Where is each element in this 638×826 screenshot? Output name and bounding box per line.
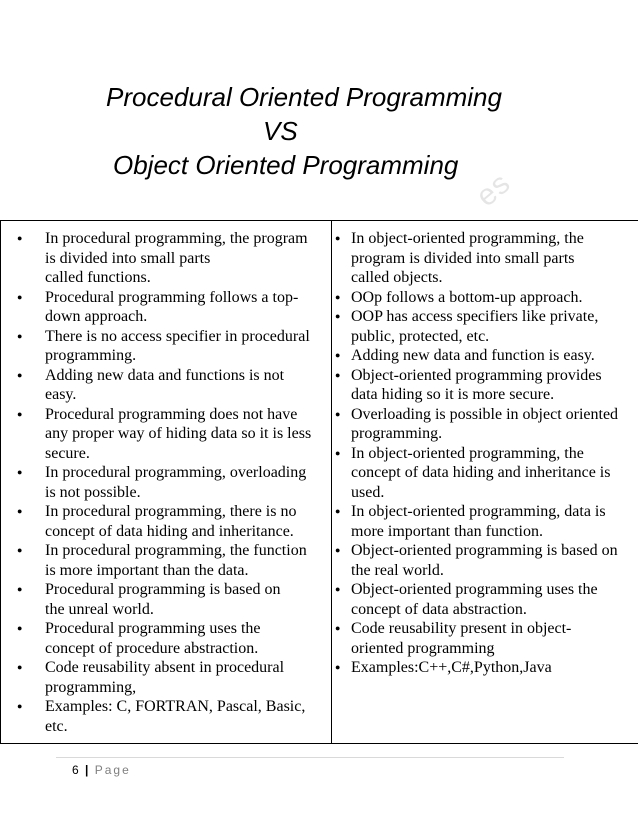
procedural-item-line: programming, xyxy=(45,678,137,696)
procedural-item-line: concept of data hiding and inheritance. xyxy=(45,522,294,540)
bullet-icon: ● xyxy=(17,623,23,633)
oop-item-line: Overloading is possible in object oriented xyxy=(351,405,619,423)
procedural-item-line: is not possible. xyxy=(45,483,141,501)
oop-item xyxy=(332,307,634,346)
oop-item-line: programming. xyxy=(351,425,443,442)
oop-item xyxy=(332,366,634,405)
oop-item-line: In object-oriented programming, the xyxy=(351,444,584,462)
bullet-icon: ● xyxy=(17,584,23,594)
procedural-item-line: In procedural programming, the function xyxy=(45,542,307,559)
oop-item xyxy=(332,658,634,678)
procedural-item-line: In procedural programming, there is no xyxy=(45,503,297,520)
procedural-item xyxy=(17,463,325,502)
procedural-item xyxy=(17,229,325,288)
bullet-icon: ● xyxy=(335,311,341,321)
bullet-icon: ● xyxy=(17,662,23,672)
procedural-item xyxy=(17,405,325,464)
bullet-icon: ● xyxy=(17,545,23,555)
procedural-item-line: etc. xyxy=(45,717,68,735)
oop-item xyxy=(332,288,634,308)
procedural-item-line: Procedural programming follows a top- xyxy=(45,288,299,306)
title-line-object: Object Oriented Programming xyxy=(113,150,459,180)
bullet-icon: ● xyxy=(335,545,341,555)
page-footer xyxy=(72,763,131,777)
page-label: Page xyxy=(94,763,131,777)
footer-divider xyxy=(56,757,564,758)
procedural-item xyxy=(17,697,325,736)
oop-item xyxy=(332,502,634,541)
bullet-icon: ● xyxy=(17,291,23,302)
procedural-item xyxy=(17,502,325,541)
oop-item-line: concept of data abstraction. xyxy=(351,600,527,618)
oop-item-line: OOp follows a bottom-up approach. xyxy=(351,288,583,306)
bullet-icon: ● xyxy=(335,506,341,516)
oop-item-line: data hiding so it is more secure. xyxy=(351,386,555,403)
oop-item xyxy=(332,580,634,619)
procedural-item xyxy=(17,658,325,697)
oop-list xyxy=(332,221,638,678)
oop-item-line: the real world. xyxy=(351,561,444,579)
comparison-table xyxy=(0,220,638,744)
bullet-icon: ● xyxy=(17,233,23,243)
procedural-item xyxy=(17,366,325,405)
oop-item-line: OOP has access specifiers like private, xyxy=(351,308,599,325)
bullet-icon: ● xyxy=(335,369,341,380)
title-line-vs: VS xyxy=(263,116,298,146)
procedural-item-line: any proper way of hiding data so it is less xyxy=(45,425,312,442)
oop-item xyxy=(332,346,634,366)
procedural-item-line: programming. xyxy=(45,347,137,364)
oop-item-line: oriented programming xyxy=(351,639,495,657)
oop-item-line: Code reusability present in object- xyxy=(351,620,572,637)
oop-item-line: Object-oriented programming provides xyxy=(351,366,602,384)
bullet-icon: ● xyxy=(17,408,23,419)
bullet-icon: ● xyxy=(17,506,23,516)
bullet-icon: ● xyxy=(335,584,341,594)
procedural-item xyxy=(17,288,325,327)
oop-item-line: Examples:C++,C#,Python,Java xyxy=(351,659,552,676)
footer-separator: | xyxy=(85,763,89,777)
procedural-item-line: is more important than the data. xyxy=(45,561,249,579)
bullet-icon: ● xyxy=(335,233,341,243)
bullet-icon: ● xyxy=(17,467,23,477)
oop-item xyxy=(332,541,634,580)
oop-item-line: Object-oriented programming uses the xyxy=(351,581,598,598)
oop-item-line: program is divided into small parts xyxy=(351,249,575,267)
procedural-list xyxy=(1,221,331,736)
oop-item-line: In object-oriented programming, data is xyxy=(351,503,606,520)
oop-item-line: public, protected, etc. xyxy=(351,327,490,345)
bullet-icon: ● xyxy=(335,291,341,302)
bullet-icon: ● xyxy=(17,701,23,711)
oop-item-line: Adding new data and function is easy. xyxy=(351,347,595,364)
procedural-item-line: is divided into small parts xyxy=(45,249,211,267)
procedural-item xyxy=(17,580,325,619)
procedural-item-line: Procedural programming is based on xyxy=(45,581,281,598)
bullet-icon: ● xyxy=(17,330,23,341)
procedural-item xyxy=(17,541,325,580)
title-line-procedural: Procedural Oriented Programming xyxy=(106,82,502,112)
bullet-icon: ● xyxy=(17,369,23,380)
procedural-item-line: In procedural programming, overloading xyxy=(45,464,307,481)
procedural-column xyxy=(0,220,332,744)
procedural-item-line: called functions. xyxy=(45,269,151,286)
watermark: es xyxy=(470,166,518,214)
oop-item-line: Object-oriented programming is based on xyxy=(351,542,618,559)
bullet-icon: ● xyxy=(335,350,341,360)
oop-item xyxy=(332,444,634,503)
oop-item-line: used. xyxy=(351,483,385,501)
oop-column xyxy=(332,220,638,744)
procedural-item-line: easy. xyxy=(45,386,77,403)
procedural-item xyxy=(17,327,325,366)
oop-item-line: more important than function. xyxy=(351,522,543,540)
oop-item xyxy=(332,229,634,288)
procedural-item-line: the unreal world. xyxy=(45,600,154,618)
oop-item xyxy=(332,405,634,444)
oop-item xyxy=(332,619,634,658)
procedural-item-line: Examples: C, FORTRAN, Pascal, Basic, xyxy=(45,698,306,715)
procedural-item xyxy=(17,619,325,658)
bullet-icon: ● xyxy=(335,662,341,672)
procedural-item-line: Adding new data and functions is not xyxy=(45,366,285,384)
bullet-icon: ● xyxy=(335,408,341,419)
bullet-icon: ● xyxy=(335,447,341,458)
oop-item-line: In object-oriented programming, the xyxy=(351,230,584,247)
oop-item-line: concept of data hiding and inheritance is xyxy=(351,464,611,481)
page-number: 6 xyxy=(72,763,79,777)
procedural-item-line: In procedural programming, the program xyxy=(45,230,308,247)
bullet-icon: ● xyxy=(335,623,341,633)
procedural-item-line: Procedural programming does not have xyxy=(45,405,298,423)
procedural-item-line: Code reusability absent in procedural xyxy=(45,659,285,676)
oop-item-line: called objects. xyxy=(351,269,443,286)
procedural-item-line: concept of procedure abstraction. xyxy=(45,639,259,657)
procedural-item-line: Procedural programming uses the xyxy=(45,620,261,637)
procedural-item-line: There is no access specifier in procedural xyxy=(45,327,310,345)
procedural-item-line: down approach. xyxy=(45,308,148,325)
procedural-item-line: secure. xyxy=(45,444,90,462)
